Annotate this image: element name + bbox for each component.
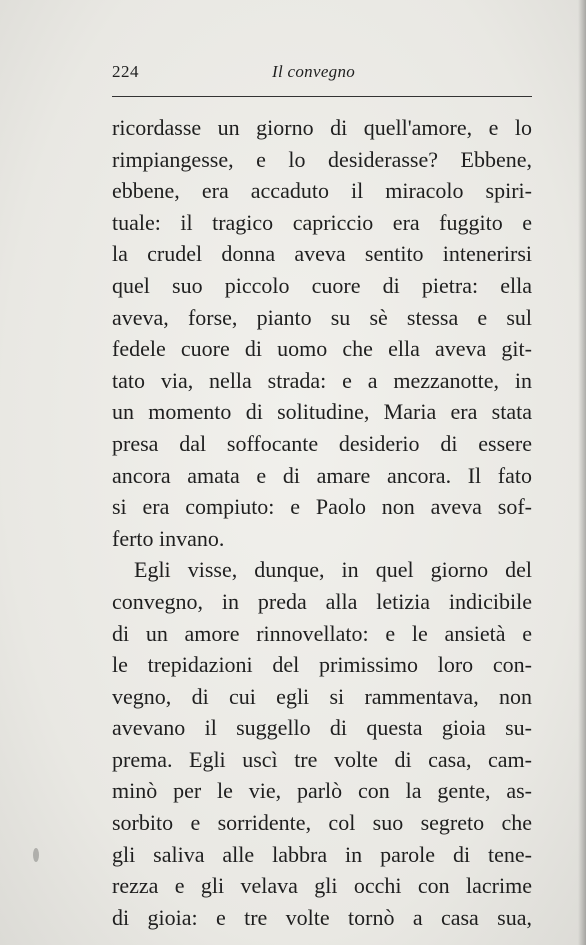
text-line: ricordasse un giorno di quell'amore, e lo	[112, 115, 532, 140]
text-line: quel suo piccolo cuore di pietra: ella	[112, 272, 532, 298]
running-title: Il convegno	[272, 62, 356, 81]
text-line: di un amore rinnovellato: e le ansietà e	[112, 620, 532, 646]
text-line: rezza e gli velava gli occhi con lacrime	[112, 873, 532, 899]
text-line: convegno, in preda alla letizia indicibile	[112, 588, 532, 614]
page-header	[112, 62, 532, 84]
header-rule	[112, 96, 532, 97]
text-line: di gioia: e tre volte tornò a casa sua,	[112, 904, 532, 930]
text-line: le trepidazioni del primissimo loro con-	[112, 652, 532, 678]
text-line: presa dal soffocante desiderio di essere	[112, 430, 532, 456]
text-line: Egli visse, dunque, in quel giorno del	[134, 557, 532, 583]
text-line: rimpiangesse, e lo desiderasse? Ebbene,	[112, 146, 532, 172]
text-line: la crudel donna aveva sentito intenerirsi	[112, 241, 532, 267]
text-line: avevano il suggello di questa gioia su-	[112, 715, 532, 741]
text-line: tato via, nella strada: e a mezzanotte, in	[112, 367, 532, 393]
text-line: vegno, di cui egli si rammentava, non	[112, 683, 532, 709]
text-line: ferto invano.	[112, 525, 225, 551]
text-line: prema. Egli uscì tre volte di casa, cam-	[112, 746, 532, 772]
text-line: fedele cuore di uomo che ella aveva git-	[112, 336, 532, 362]
text-line: minò per le vie, parlò con la gente, as-	[112, 778, 532, 804]
text-line: aveva, forse, pianto su sè stessa e sul	[112, 304, 532, 330]
text-line: gli saliva alle labbra in parole di tene-	[112, 841, 532, 867]
paper-blemish	[33, 848, 39, 862]
page-number: 224	[112, 62, 139, 81]
page-edge-shadow	[578, 0, 586, 945]
text-line: un momento di solitudine, Maria era stata	[112, 399, 532, 425]
text-line: ancora amata e di amare ancora. Il fato	[112, 462, 532, 488]
text-line: si era compiuto: e Paolo non aveva sof-	[112, 494, 532, 520]
body-text	[112, 112, 532, 933]
text-line: ebbene, era accaduto il miracolo spiri-	[112, 178, 532, 204]
text-line: sorbito e sorridente, col suo segreto che	[112, 810, 532, 836]
text-line: tuale: il tragico capriccio era fuggito e	[112, 209, 532, 235]
